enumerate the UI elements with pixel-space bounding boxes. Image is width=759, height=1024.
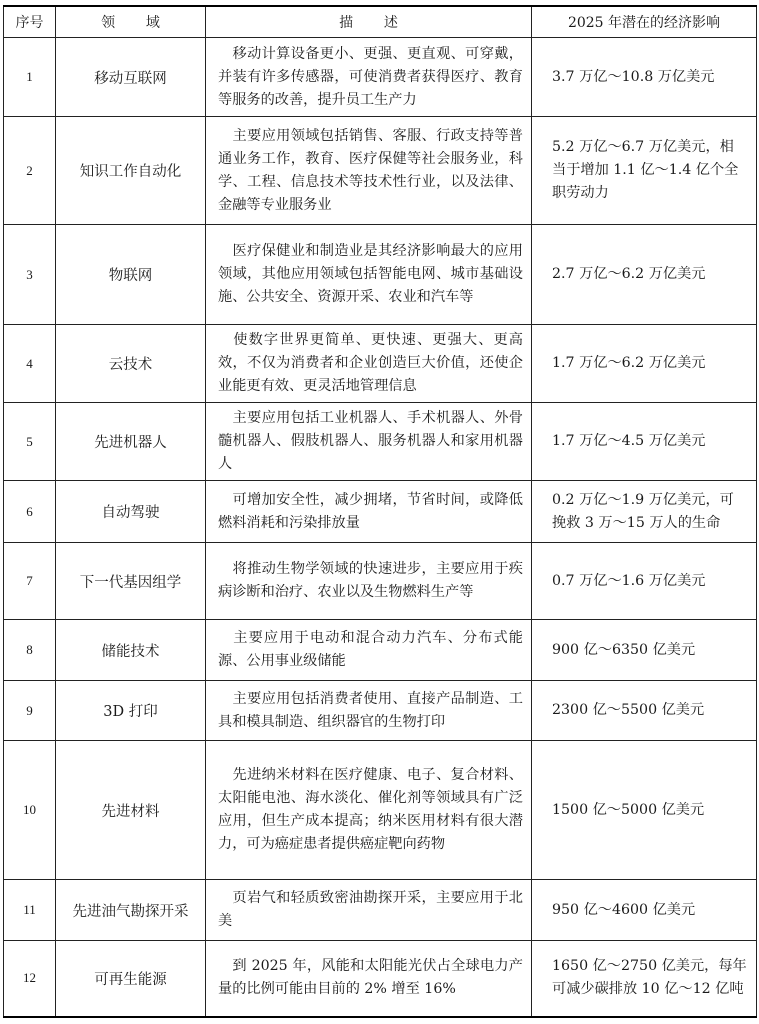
row-description: 主要应用领域包括销售、客服、行政支持等普通业务工作，教育、医疗保健等社会服务业，科学、工程、信息技术等技术性行业，以及法律、金融等专业服务业 xyxy=(206,117,532,225)
row-impact: 3.7 万亿～10.8 万亿美元 xyxy=(532,38,757,117)
row-impact: 2300 亿～5500 亿美元 xyxy=(532,681,757,741)
row-field: 知识工作自动化 xyxy=(56,117,206,225)
row-field: 下一代基因组学 xyxy=(56,543,206,620)
row-impact: 2.7 万亿～6.2 万亿美元 xyxy=(532,225,757,325)
table-row xyxy=(4,38,757,117)
row-impact: 1.7 万亿～4.5 万亿美元 xyxy=(532,403,757,481)
row-index: 10 xyxy=(4,741,56,880)
row-index: 5 xyxy=(4,403,56,481)
row-index: 3 xyxy=(4,225,56,325)
row-field: 储能技术 xyxy=(56,620,206,681)
row-description: 可增加安全性，减少拥堵，节省时间，或降低燃料消耗和污染排放量 xyxy=(206,481,532,543)
table-header-row xyxy=(4,6,757,38)
row-description: 主要应用包括工业机器人、手术机器人、外骨髓机器人、假肢机器人、服务机器人和家用机器人 xyxy=(206,403,532,481)
row-impact: 1650 亿～2750 亿美元，每年可减少碳排放 10 亿～12 亿吨 xyxy=(532,941,757,1017)
table-row xyxy=(4,880,757,941)
row-index: 1 xyxy=(4,38,56,117)
header-description: 描述 xyxy=(206,6,532,38)
row-index: 8 xyxy=(4,620,56,681)
row-index: 9 xyxy=(4,681,56,741)
table-row xyxy=(4,543,757,620)
row-field: 云技术 xyxy=(56,325,206,403)
row-impact: 1500 亿～5000 亿美元 xyxy=(532,741,757,880)
row-impact: 900 亿～6350 亿美元 xyxy=(532,620,757,681)
table-row xyxy=(4,941,757,1017)
row-field: 可再生能源 xyxy=(56,941,206,1017)
table-row xyxy=(4,225,757,325)
row-description: 移动计算设备更小、更强、更直观、可穿戴，并装有许多传感器，可使消费者获得医疗、教育等服务的改善，提升员工生产力 xyxy=(206,38,532,117)
row-index: 7 xyxy=(4,543,56,620)
header-index: 序号 xyxy=(4,6,56,38)
row-index: 4 xyxy=(4,325,56,403)
row-description: 主要应用于电动和混合动力汽车、分布式能源、公用事业级储能 xyxy=(206,620,532,681)
row-field: 移动互联网 xyxy=(56,38,206,117)
row-description: 医疗保健业和制造业是其经济影响最大的应用领域，其他应用领域包括智能电网、城市基础设施、公共安全、资源开采、农业和汽车等 xyxy=(206,225,532,325)
table-row xyxy=(4,620,757,681)
row-field: 先进油气勘探开采 xyxy=(56,880,206,941)
table-row xyxy=(4,117,757,225)
table-row xyxy=(4,681,757,741)
row-index: 2 xyxy=(4,117,56,225)
table-row xyxy=(4,741,757,880)
row-impact: 1.7 万亿～6.2 万亿美元 xyxy=(532,325,757,403)
row-field: 先进机器人 xyxy=(56,403,206,481)
row-field: 自动驾驶 xyxy=(56,481,206,543)
table-row xyxy=(4,325,757,403)
table-row xyxy=(4,403,757,481)
row-field: 物联网 xyxy=(56,225,206,325)
row-impact: 0.7 万亿～1.6 万亿美元 xyxy=(532,543,757,620)
table-row xyxy=(4,481,757,543)
technology-impact-table xyxy=(3,5,757,1018)
row-description: 先进纳米材料在医疗健康、电子、复合材料、太阳能电池、海水淡化、催化剂等领域具有广泛应用，但生产成本提高；纳米医用材料有很大潜力，可为癌症患者提供癌症靶向药物 xyxy=(206,741,532,880)
row-index: 6 xyxy=(4,481,56,543)
row-description: 使数字世界更简单、更快速、更强大、更高效，不仅为消费者和企业创造巨大价值，还使企业能更有效、更灵活地管理信息 xyxy=(206,325,532,403)
header-impact: 2025 年潜在的经济影响 xyxy=(532,6,757,38)
row-field: 先进材料 xyxy=(56,741,206,880)
row-description: 主要应用包括消费者使用、直接产品制造、工具和模具制造、组织器官的生物打印 xyxy=(206,681,532,741)
row-description: 页岩气和轻质致密油勘探开采，主要应用于北美 xyxy=(206,880,532,941)
row-impact: 0.2 万亿～1.9 万亿美元，可挽救 3 万～15 万人的生命 xyxy=(532,481,757,543)
row-index: 11 xyxy=(4,880,56,941)
row-description: 到 2025 年，风能和太阳能光伏占全球电力产量的比例可能由目前的 2% 增至 16% xyxy=(206,941,532,1017)
row-impact: 5.2 万亿～6.7 万亿美元，相当于增加 1.1 亿～1.4 亿个全职劳动力 xyxy=(532,117,757,225)
row-impact: 950 亿～4600 亿美元 xyxy=(532,880,757,941)
header-field: 领域 xyxy=(56,6,206,38)
row-index: 12 xyxy=(4,941,56,1017)
row-description: 将推动生物学领域的快速进步，主要应用于疾病诊断和治疗、农业以及生物燃料生产等 xyxy=(206,543,532,620)
row-field: 3D 打印 xyxy=(56,681,206,741)
